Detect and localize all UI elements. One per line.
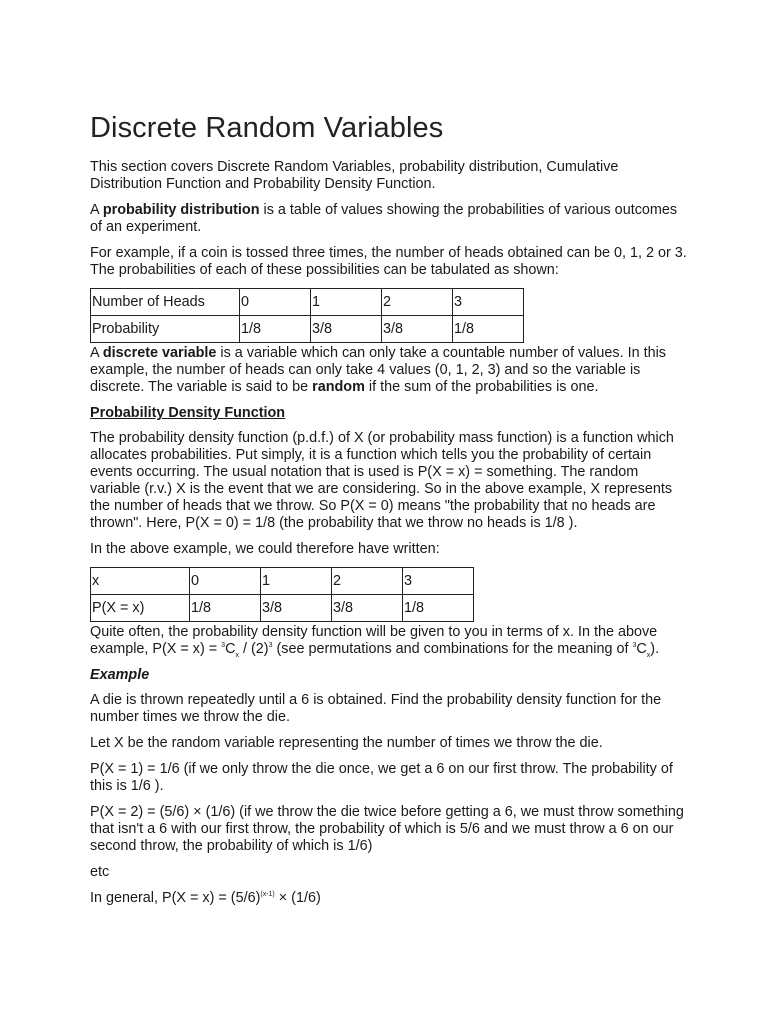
subscript: x <box>235 651 239 659</box>
superscript: (x-1) <box>260 891 275 899</box>
text-run: C <box>636 641 647 657</box>
probability-distribution-paragraph <box>90 202 690 236</box>
px1-paragraph: P(X = 1) = 1/6 (if we only throw the die once, we get a 6 on our first throw. The probability of this is 1/6 ). <box>90 761 673 794</box>
table-cell: 1 <box>311 289 382 316</box>
table-cell: 1/8 <box>403 595 474 622</box>
general-formula-paragraph <box>90 890 690 907</box>
document-page <box>90 112 690 916</box>
table-cell: 0 <box>240 289 311 316</box>
text-run: C <box>225 641 236 657</box>
text-run: A <box>90 202 103 218</box>
term-discrete-variable: discrete variable <box>102 345 217 361</box>
table-row <box>91 289 524 316</box>
table-cell: 1/8 <box>240 316 311 343</box>
text-run: ). <box>650 641 660 657</box>
table-cell: 0 <box>190 568 261 595</box>
table-cell: x <box>91 568 190 595</box>
page-title: Discrete Random Variables <box>90 112 444 144</box>
pdf-table <box>90 567 474 622</box>
table-cell: 3/8 <box>332 595 403 622</box>
discrete-variable-paragraph <box>90 345 690 396</box>
superscript: 3 <box>268 642 273 650</box>
table-cell: 1/8 <box>190 595 261 622</box>
table-cell: 3/8 <box>311 316 382 343</box>
superscript: 3 <box>632 642 637 650</box>
table-cell: 1 <box>261 568 332 595</box>
px2-paragraph: P(X = 2) = (5/6) × (1/6) (if we throw the die twice before getting a 6, we must throw something that isn't a 6 with our first throw, the probability of which is 5/6 and we must throw a 6 on our second throw, the probability of which is 1/6) <box>90 804 684 854</box>
superscript: 3 <box>221 642 226 650</box>
let-x-paragraph: Let X be the random variable representing the number of times we throw the die. <box>90 735 603 751</box>
subscript: x <box>646 651 651 659</box>
table-cell: 3/8 <box>382 316 453 343</box>
table-cell: 3 <box>403 568 474 595</box>
etc-paragraph: etc <box>90 864 110 880</box>
table-row <box>91 316 524 343</box>
table-cell: 1/8 <box>453 316 524 343</box>
table-row <box>91 595 474 622</box>
term-random: random <box>312 379 365 395</box>
text-run: is a variable which can only take a countable number of values. In this example, the number of heads can only take 4 values (0, 1, 2, 3) and so the variable is discrete. The variable is said to be <box>90 345 666 395</box>
term-probability-distribution: probability distribution <box>102 202 260 218</box>
text-run: In general, P(X = x) = (5/6) <box>90 890 261 906</box>
text-run: × (1/6) <box>274 890 321 906</box>
text-run: is a table of values showing the probabilities of various outcomes of an experiment. <box>90 202 678 235</box>
pdf-heading: Probability Density Function <box>90 405 286 421</box>
coin-example-paragraph: For example, if a coin is tossed three times, the number of heads obtained can be 0, 1, 2 or 3. The probabilities of each of these possibilities can be tabulated as shown: <box>90 245 687 278</box>
pdf-paragraph: The probability density function (p.d.f.) of X (or probability mass function) is a function which allocates probabilities. Put simply, it is a function which tells you the probability of certain events occurring. The usual notation that is used is P(X = x) = something. The random variable (r.v.) X is the event that we are considering. So in the above example, X represents the number of heads that we throw. So P(X = 0) means "the probability that no heads are thrown". Here, P(X = 0) = 1/8 (the probability that we throw no heads is 1/8 ). <box>90 430 674 531</box>
table-cell: 2 <box>332 568 403 595</box>
text-run: Quite often, the probability density function will be given to you in terms of x. In the above example, P(X = x) = <box>90 624 658 657</box>
table-cell: Number of Heads <box>91 289 240 316</box>
text-run: if the sum of the probabilities is one. <box>364 379 599 395</box>
text-run: / (2) <box>238 641 269 657</box>
heads-probability-table <box>90 288 524 343</box>
table-cell: Probability <box>91 316 240 343</box>
table-cell: 2 <box>382 289 453 316</box>
table-cell: 3 <box>453 289 524 316</box>
intro-paragraph: This section covers Discrete Random Variables, probability distribution, Cumulative Distribution Function and Probability Density Function. <box>90 159 619 192</box>
table-cell: P(X = x) <box>91 595 190 622</box>
example-heading: Example <box>90 667 150 683</box>
terms-of-x-paragraph <box>90 624 690 658</box>
die-question-paragraph: A die is thrown repeatedly until a 6 is obtained. Find the probability density function for the number times we throw the die. <box>90 692 662 725</box>
text-run: (see permutations and combinations for the meaning of <box>272 641 633 657</box>
text-run: A <box>90 345 103 361</box>
written-intro-paragraph: In the above example, we could therefore have written: <box>90 541 440 557</box>
table-row <box>91 568 474 595</box>
table-cell: 3/8 <box>261 595 332 622</box>
